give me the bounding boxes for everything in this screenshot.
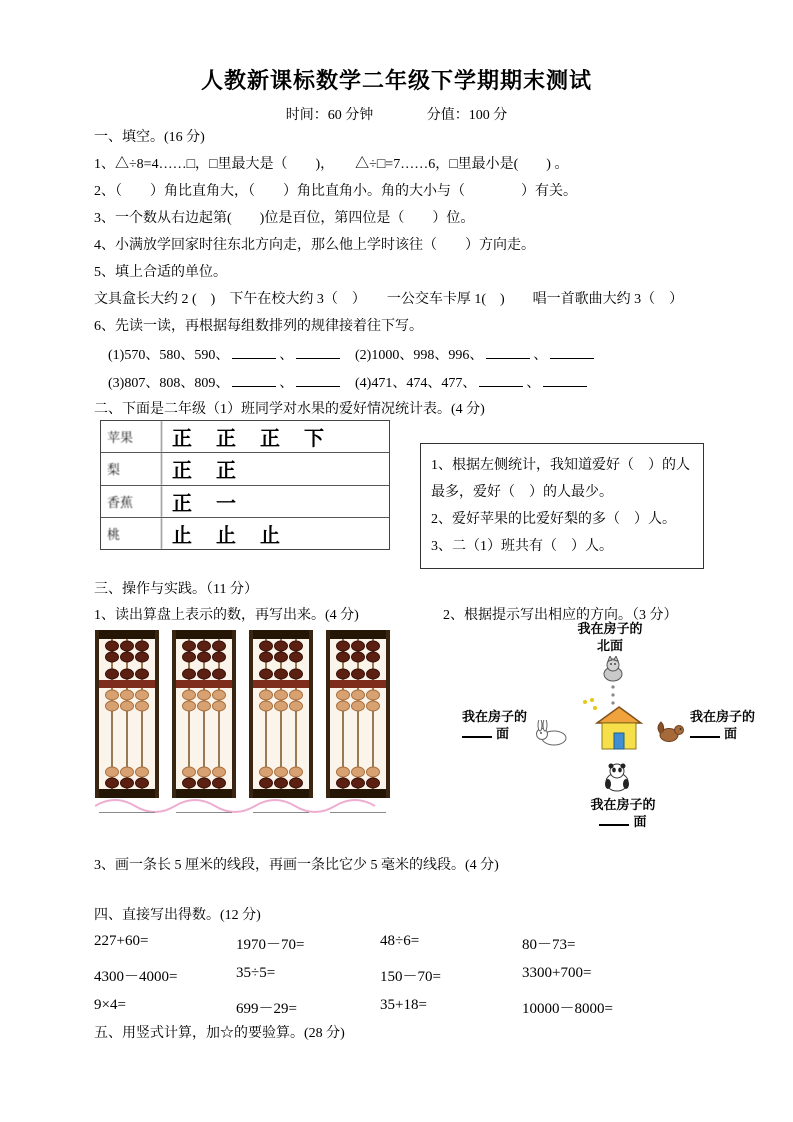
answer-blank (479, 373, 523, 387)
answer-blank (486, 345, 530, 359)
east-label (690, 708, 755, 742)
fill-item-6: 6、先读一读，再根据每组数排列的规律接着往下写。 (94, 319, 423, 334)
north-label-line2: 北面 (596, 638, 623, 653)
problem: 48÷6= (380, 933, 420, 949)
section4-heading: 四、直接写出得数。(12 分) (94, 908, 261, 923)
section1-heading: 一、填空。(16 分) (94, 130, 205, 145)
south-label-line1: 我在房子的 (590, 797, 656, 812)
stat-question-3: 3、二（1）班共有（ ）人。 (431, 539, 613, 554)
abacus-image (326, 630, 390, 798)
stat-question-1: 1、根据左侧统计，我知道爱好（ ）的人最多，爱好（ ）的人最少。 (431, 458, 690, 500)
sequence-1-prefix: (1)570、580、590、 (108, 348, 230, 363)
tally-marks: 正 正 (172, 460, 238, 483)
fruit-label: 桃 (101, 518, 162, 549)
tally-marks: 正 一 (172, 492, 238, 515)
table-row (101, 421, 389, 453)
dotted-trail (608, 684, 618, 706)
cat-icon (598, 656, 628, 682)
problem: 3300+700= (522, 965, 592, 981)
tally-marks: 正 正 正 下 (172, 428, 326, 451)
sequence-2 (355, 344, 597, 364)
sequence-3-prefix: (3)807、808、809、 (108, 376, 230, 391)
fruit-label: 梨 (101, 453, 162, 484)
north-label-line1: 我在房子的 (577, 621, 643, 636)
sequence-3 (108, 372, 343, 392)
direction-blank (599, 813, 629, 826)
abacus-image (249, 630, 313, 798)
answer-blank (550, 345, 594, 359)
east-label-line1: 我在房子的 (690, 709, 756, 724)
problem: 150－70= (380, 969, 441, 985)
exam-score: 分值：100 分 (426, 108, 508, 123)
fill-item-1: 1、△÷8=4……□，□里最大是（ )， △÷□=7……6，□里最小是( ) 。 (94, 157, 569, 172)
east-label-line2 (690, 725, 755, 742)
direction-question: 2、根据提示写出相应的方向。（3 分） (443, 608, 678, 623)
stat-question-2: 2、爱好苹果的比爱好梨的多（ ）人。 (431, 512, 676, 527)
house-icon (595, 705, 643, 751)
fill-item-3: 3、一个数从右边起第( )位是百位，第四位是（ ）位。 (94, 211, 475, 226)
sequence-2-prefix: (2)1000、998、996、 (355, 348, 484, 363)
north-label (560, 620, 660, 654)
problem: 227+60= (94, 933, 149, 949)
west-label-line1: 我在房子的 (462, 709, 528, 724)
fill-item-2: 2、（ ）角比直角大，（ ）角比直角小。角的大小与（ ）有关。 (94, 184, 577, 199)
answer-blank (232, 345, 276, 359)
squirrel-icon (655, 720, 689, 744)
section3-heading: 三、操作与实践。（11 分） (94, 582, 258, 597)
abacus-answer-blank (330, 812, 386, 813)
abacus-image (95, 630, 159, 798)
mian-char: 面 (496, 726, 510, 741)
fill-item-4: 4、小满放学回家时往东北方向走，那么他上学时该往（ ）方向走。 (94, 238, 535, 253)
page-title: 人教新课标数学二年级下学期期末测试 (200, 68, 592, 93)
mian-char: 面 (724, 726, 738, 741)
abacus-answer-blank (253, 812, 309, 813)
problem: 4300－4000= (94, 969, 178, 985)
problem: 1970－70= (236, 937, 305, 953)
answer-blank (232, 373, 276, 387)
problem: 35÷5= (236, 965, 276, 981)
fill-item-5-units: 文具盒长大约 2 ( ) 下午在校大约 3（ ） 一公交车卡厚 1( ) 唱一首歌曲大约 3（ ） (94, 292, 684, 307)
section5-heading: 五、用竖式计算，加☆的要验算。(28 分) (94, 1026, 345, 1041)
west-label (462, 708, 527, 742)
problem: 35+18= (380, 997, 427, 1013)
answer-blank (296, 345, 340, 359)
tally-marks: 止 止 止 (172, 524, 282, 547)
fruit-label: 香蕉 (101, 486, 162, 517)
problem: 9×4= (94, 997, 126, 1013)
panda-icon (600, 762, 634, 792)
statistics-question-box (420, 443, 704, 569)
fill-item-5: 5、填上合适的单位。 (94, 265, 227, 280)
exam-time: 时间：60 分钟 (285, 108, 374, 123)
sequence-4-prefix: (4)471、474、477、 (355, 376, 477, 391)
separator: 、 (533, 348, 548, 363)
abacus-figure (95, 630, 390, 798)
section2-heading: 二、下面是二年级（1）班同学对水果的爱好情况统计表。(4 分) (94, 402, 485, 417)
fruit-tally-table (100, 420, 390, 550)
segment-question: 3、画一条长 5 厘米的线段，再画一条比它少 5 毫米的线段。(4 分) (94, 858, 499, 873)
sequence-1 (108, 344, 343, 364)
problem: 699－29= (236, 1001, 297, 1017)
abacus-image (172, 630, 236, 798)
abacus-answer-blank (99, 812, 155, 813)
abacus-answer-blank (176, 812, 232, 813)
direction-blank (690, 725, 720, 738)
answer-blank (296, 373, 340, 387)
direction-diagram (450, 620, 780, 852)
south-label-line2 (578, 813, 668, 830)
abacus-question: 1、读出算盘上表示的数，再写出来。(4 分) (94, 608, 359, 623)
sequence-4 (355, 372, 590, 392)
problem: 80－73= (522, 937, 576, 953)
table-row (101, 453, 389, 485)
separator: 、 (279, 348, 294, 363)
scan-artifact-mark (95, 792, 395, 818)
west-label-line2 (462, 725, 527, 742)
rabbit-icon (534, 720, 570, 746)
problem: 10000－8000= (522, 1001, 613, 1017)
separator: 、 (526, 376, 541, 391)
exam-meta (0, 104, 793, 124)
mian-char: 面 (633, 814, 647, 829)
table-row (101, 486, 389, 518)
table-row (101, 518, 389, 549)
fruit-label: 苹果 (101, 421, 162, 452)
direction-blank (462, 725, 492, 738)
south-label (578, 796, 668, 830)
answer-blank (543, 373, 587, 387)
separator: 、 (279, 376, 294, 391)
